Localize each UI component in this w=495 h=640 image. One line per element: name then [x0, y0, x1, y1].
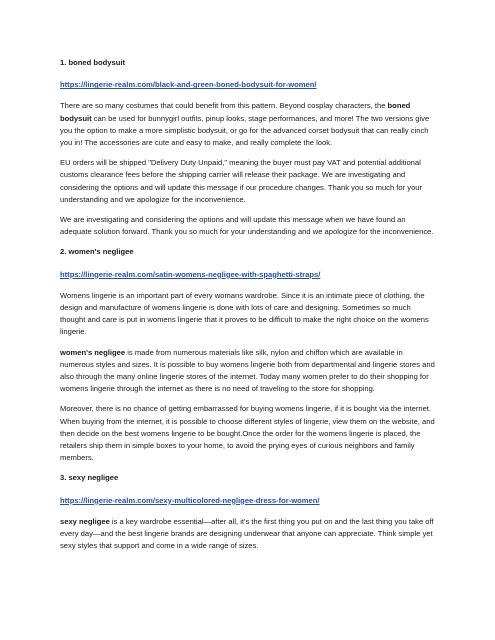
link-womens-negligee[interactable]: https://lingerie-realm.com/satin-womens-negligee-with-spaghetti-straps/: [60, 269, 321, 279]
paragraph-text: can be used for bunnygirl outfits, pinup looks, stage performances, and more! The two versions give you the option to make a more simplistic bodysuit, or go for the advanced corset bodysuit that can really cinch you in! The accessories are cute and easy to make, and really complete the look.: [60, 113, 430, 148]
section-heading-sexy-negligee: 3. sexy negligee: [60, 473, 119, 483]
paragraph: [60, 347, 437, 396]
section-heading-womens-negligee: 2. women's negligee: [60, 247, 134, 257]
bold-keyword: boned bodysuit: [60, 101, 411, 123]
paragraph: Womens lingerie is an important part of every womans wardrobe. Since it is an intimate piece of clothing, the design and manufacture of womens lingerie is done with lots of care and designing. Sometimes so much thought and care is put in womens lingerie that it proves to be difficult to make the right choice on the womens lingerie.: [60, 290, 429, 337]
paragraph-text: is a key wardrobe essential—after all, it's the first thing you put on and the last thing you take off every day—and the best lingerie brands are designing underwear that anyone can appreciate. Think simple yet sexy styles that support and come in a wide range of sizes.: [60, 516, 434, 551]
paragraph: [60, 100, 437, 149]
link-boned-bodysuit[interactable]: https://lingerie-realm.com/black-and-green-boned-bodysuit-for-women/: [60, 80, 317, 90]
bold-keyword: sexy negligee: [60, 516, 110, 526]
link-sexy-negligee[interactable]: https://lingerie-realm.com/sexy-multicolored-negligee-dress-for-women/: [60, 495, 320, 505]
paragraph: EU orders will be shipped "Delivery Duty Unpaid," meaning the buyer must pay VAT and potential additional customs clearance fees before the shipping carrier will release their package. We are investigating and considering the options and will update this message if our procedure changes. Thank you so much for your understanding and we apologize for the inconvenience.: [60, 158, 423, 204]
paragraph: We are investigating and considering the options and will update this message when we have found an adequate solution forward. Thank you so much for your understanding and we apologize for the inconvenience.: [60, 215, 434, 237]
bold-keyword: women's negligee: [60, 347, 126, 357]
paragraph-text: There are so many costumes that could benefit from this pattern. Beyond cosplay characters, the: [60, 101, 388, 111]
section-heading-boned-bodysuit: 1. boned bodysuit: [60, 58, 125, 67]
paragraph: Moreover, there is no chance of getting embarrassed for buying womens lingerie, if it is bought via the internet. When buying from the internet, it is possible to choose different styles of lingerie, view them on the website, and then decide on the best womens lingerie to be bought.Once the order for the womens lingerie is placed, the retailers ship them in simple boxes to your home, to avoid the prying eyes of curious neighbors and family members.: [60, 404, 435, 463]
paragraph-text: is made from numerous materials like silk, nylon and chiffon which are available in numerous styles and sizes. It is possible to buy womens lingerie both from departmental and lingerie stores and also through the many online lingerie stores of the internet. Today many women prefer to do their shopping for womens lingerie through the internet as there is no need of traveling to the store for shopping.: [60, 347, 435, 394]
paragraph: [60, 516, 437, 553]
